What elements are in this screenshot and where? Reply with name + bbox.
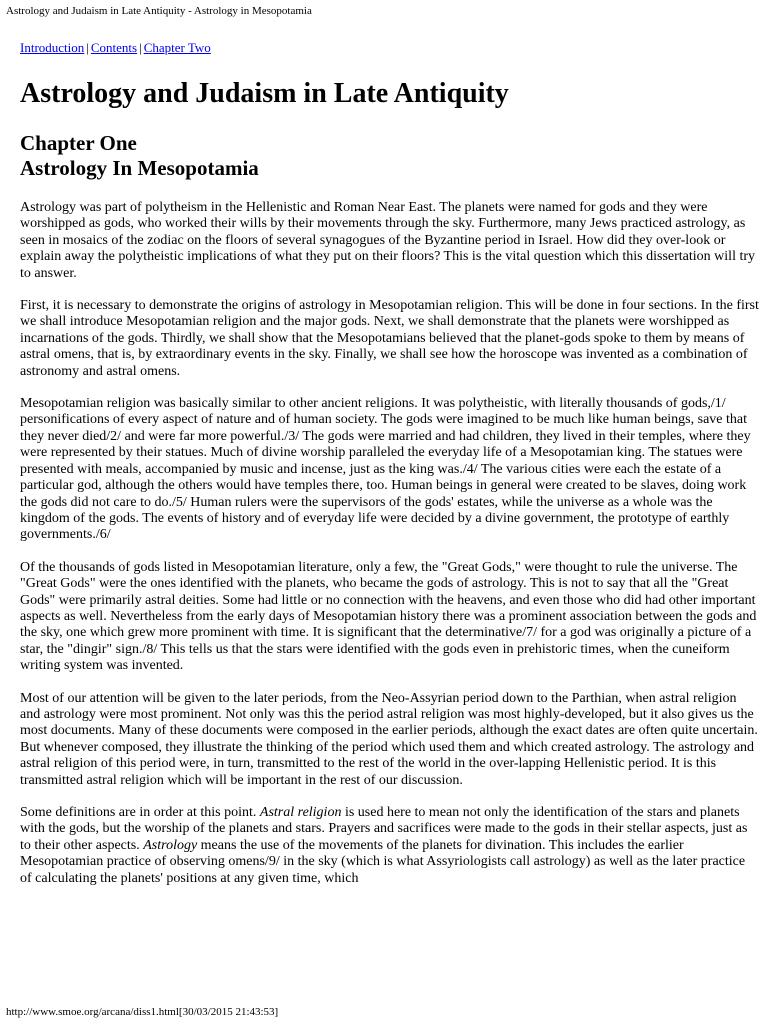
chapter-number: Chapter One (20, 131, 137, 155)
nav-link-introduction[interactable]: Introduction (20, 40, 85, 55)
print-header: Astrology and Judaism in Late Antiquity - Astrology in Mesopotamia (6, 5, 312, 17)
chapter-title: Astrology In Mesopotamia (20, 156, 259, 180)
body-text (20, 200, 760, 886)
term-astrology: Astrology (143, 837, 198, 853)
paragraph-3: Mesopotamian religion was basically similar to other ancient religions. It was polytheistic, with literally thousands of gods,/1/ personifications of every aspect of nature and of human society. The gods were imagined to be much like human beings, save that they never died/2/ and were far more powerful./3/ The gods were married and had children, they lived in their temples, where they were represented by their statues. Much of divine worship paralleled the everyday life of a Mesopotamian king. The statues were presented with meals, accompanied by music and incense, just as the king was./4/ The various cities were each the estate of a particular god, although the others would have temples there, too. Human beings in general were created to be slaves, doing work the gods did not care to do./5/ Human rulers were the supervisors of the gods' estates, while the universe as a whole was the kingdom of the gods. The events of history and of everyday life were decided by a divine government, the prototype of earthly governments./6/ (20, 396, 751, 543)
article (20, 40, 760, 886)
paragraph-5: Most of our attention will be given to the later periods, from the Neo-Assyrian period down to the Parthian, when astral religion and astrology were most prominent. Not only was this the period astral religion was most highly-developed, but it also gives us the most documents. Many of these documents were composed in the earlier periods, although the exact dates are often quite uncertain. But whenever composed, they illustrate the thinking of the period which used them and which created astrology. The astrology and astral religion of this period were, in turn, transmitted to the rest of the world in the over-lapping Hellenistic period. It is this transmitted astral religion which will be important in the rest of our discussion. (20, 690, 758, 788)
paragraph-6-text: means the use of the movements of the planets for divination. This includes the earlier Mesopotamian practice of observing omens/9/ in the sky (which is what Assyriologists call astrology) as well as the later practice of calculating the planets' positions at any given time, which (20, 837, 746, 886)
nav-link-contents[interactable]: Contents (90, 40, 138, 55)
page-title: Astrology and Judaism in Late Antiquity (20, 78, 509, 109)
paragraph-6-text: is used here to mean not only the identification of the stars and planets with the gods, but the worship of the planets and stars. Prayers and sacrifices were made to the gods in their stellar aspects, just as to their other aspects. (20, 805, 748, 853)
chapter-heading (20, 131, 760, 181)
print-footer: http://www.smoe.org/arcana/diss1.html[30/03/2015 21:43:53] (6, 1006, 279, 1018)
nav-link-chapter-two[interactable]: Chapter Two (143, 40, 211, 55)
paragraph-1: Astrology was part of polytheism in the Hellenistic and Roman Near East. The planets were named for gods and they were worshipped as gods, who worked their wills by their movements through the sky. Furthermore, many Jews practiced astrology, as seen in mosaics of the zodiac on the floors of several synagogues of the Byzantine period in Israel. How did they over-look or explain away the polytheistic implications of what they put on their floors? This is the vital question which this dissertation will try to answer. (20, 200, 756, 281)
chapter-nav (20, 40, 760, 56)
paragraph-4: Of the thousands of gods listed in Mesopotamian literature, only a few, the "Great Gods," were thought to rule the universe. The "Great Gods" were the ones identified with the planets, who became the gods of astrology. This is not to say that all the "Great Gods" were primarily astral deities. Some had little or no connection with the heavens, and even those who did had other important aspects as well. Nevertheless from the early days of Mesopotamian history there was a prominent association between the gods and the sky, one which grew more prominent with time. It is significant that the determinative/7/ for a god was originally a picture of a star, the "dingir" sign./8/ This tells us that the stars were identified with the gods even in prehistoric times, when the cuneiform writing system was invented. (20, 559, 757, 674)
nav-separator: | (86, 40, 89, 55)
paragraph-6-text: Some definitions are in order at this point. (20, 805, 260, 820)
term-astral-religion: Astral religion (259, 805, 342, 820)
paragraph-6 (20, 805, 760, 886)
paragraph-2: First, it is necessary to demonstrate the origins of astrology in Mesopotamian religion. This will be done in four sections. In the first we shall introduce Mesopotamian religion and the major gods. Next, we shall demonstrate that the planets were worshipped as incarnations of the gods. Thirdly, we shall show that the Mesopotamians believed that the planet-gods spoke to them by means of astral omens, that is, by extraordinary events in the sky. Finally, we shall see how the horoscope was invented as a combination of astronomy and astral omens. (20, 298, 759, 379)
nav-separator: | (139, 40, 142, 55)
